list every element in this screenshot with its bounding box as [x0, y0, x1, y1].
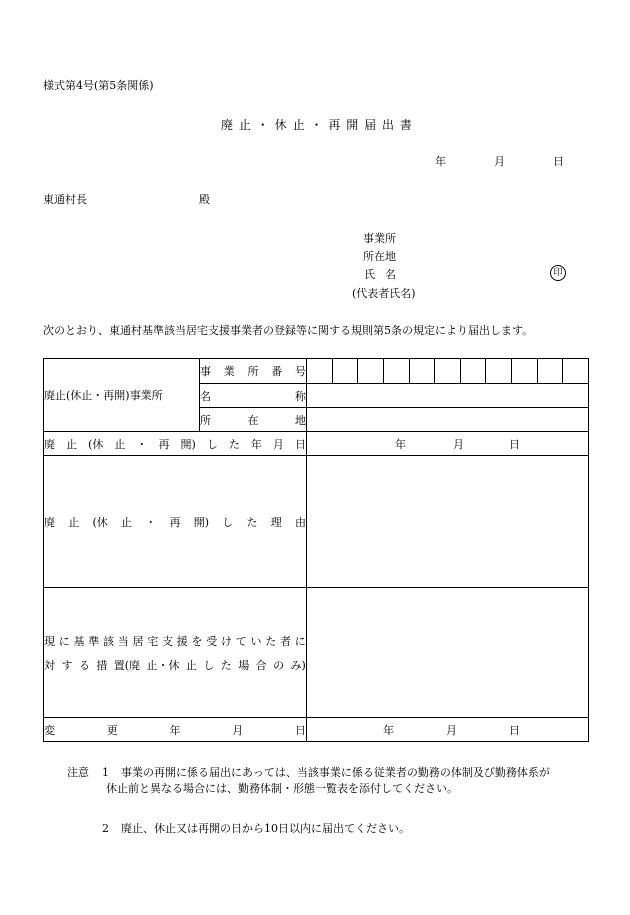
representative-label: (代表者氏名) [352, 287, 416, 300]
label-char: 年 [169, 723, 181, 737]
label-char: 開) [180, 437, 196, 451]
label-char: 月 [232, 723, 244, 737]
date-month-label: 月 [494, 155, 505, 168]
number-box[interactable] [357, 359, 383, 383]
office-name-label [200, 384, 307, 408]
label-char: 年 [250, 437, 262, 451]
label-char: 者 [280, 634, 291, 648]
office-group-label: 廃止(休止・再開)事業所 [44, 359, 200, 432]
number-box[interactable] [537, 359, 563, 383]
intro-sentence: 次のとおり、東通村基準該当居宅支援事業者の登録等に関する規則第5条の規定により届出します。 [43, 324, 534, 337]
label-char: 由 [294, 515, 306, 529]
number-box[interactable] [460, 359, 486, 383]
office-location-label [200, 408, 307, 432]
seal-mark [550, 265, 566, 281]
label-char: 廃 [44, 437, 55, 451]
closure-reason-label [44, 456, 307, 588]
label-char: し [203, 658, 215, 672]
note-2-line1: 廃止、休止又は再開の日から10日以内に届出てください。 [121, 822, 410, 835]
title-char: 開 [346, 118, 359, 132]
title-char: ・ [310, 118, 323, 132]
label-char: 合 [255, 658, 267, 672]
label-char: 止 [114, 437, 126, 451]
label-char: 再 [158, 437, 170, 451]
application-form-table [43, 358, 589, 742]
label-char: た [265, 634, 277, 648]
label-char: 所 [200, 413, 211, 427]
title-char: 止 [238, 118, 251, 132]
label-char: 変 [44, 723, 55, 737]
applicant-office-label: 事業所 [363, 232, 396, 245]
label-char: し [206, 437, 218, 451]
label-char: 援 [176, 634, 188, 648]
label-char: み) [290, 658, 306, 672]
month-label: 月 [453, 437, 464, 451]
document-title [221, 116, 412, 133]
label-char: ・ [145, 515, 157, 529]
note-1-number: 1 [102, 766, 109, 779]
label-char: 番 [271, 365, 283, 378]
label-char: 再 [169, 515, 181, 529]
month-label: 月 [446, 723, 457, 737]
label-char: 業 [223, 365, 235, 378]
day-label: 日 [509, 437, 520, 451]
label-char: 置(廃 [113, 658, 141, 672]
day-label: 日 [509, 723, 520, 737]
title-char: 休 [274, 118, 287, 132]
label-char: 居 [132, 634, 144, 648]
number-box[interactable] [307, 359, 332, 383]
applicant-address-label: 所在地 [363, 250, 396, 263]
label-char: 宅 [147, 634, 159, 648]
note-1-line2: 休止前と異なる場合には、勤務体制・形態一覧表を添付してください。 [106, 782, 458, 795]
seal-icon: 印 [550, 265, 566, 281]
title-char: 出 [382, 118, 395, 132]
label-char: し [222, 515, 234, 529]
title-char: 廃 [221, 118, 234, 132]
date-day-label: 日 [553, 155, 564, 168]
number-box[interactable] [409, 359, 435, 383]
label-char: 理 [270, 515, 282, 529]
label-char: 支 [162, 634, 173, 648]
number-box[interactable] [434, 359, 460, 383]
label-char: 日 [295, 723, 306, 737]
date-year-label: 年 [435, 155, 446, 168]
number-box[interactable] [332, 359, 358, 383]
title-char: 再 [328, 118, 341, 132]
closure-date-label [44, 432, 307, 456]
label-char: 止 [66, 437, 78, 451]
office-number-label [200, 359, 307, 384]
addressee-name: 東通村長 [43, 193, 87, 206]
label-char: い [250, 634, 262, 648]
label-char: け [221, 634, 232, 648]
change-date-label [44, 718, 307, 742]
title-char: 書 [399, 118, 412, 132]
label-char: 更 [106, 723, 118, 737]
title-char: 止 [292, 118, 305, 132]
label-char: 廃 [44, 515, 55, 529]
label-char: た [220, 658, 232, 672]
number-box[interactable] [485, 359, 511, 383]
note-1-line1: 事業の再開に係る届出にあっては、当該事業に係る従業者の勤務の体制及び勤務体系が [121, 766, 550, 779]
label-char: す [61, 658, 73, 672]
label-char: 止・休 [146, 658, 180, 672]
title-char: 届 [364, 118, 377, 132]
label-char: 受 [206, 634, 218, 648]
addressee-honorific: 殿 [199, 193, 210, 206]
label-char: 月 [272, 437, 284, 451]
label-char: 止 [121, 515, 132, 529]
label-char: 場 [238, 658, 250, 672]
label-char: 準 [88, 634, 100, 648]
office-number-boxes[interactable] [307, 359, 589, 384]
change-date-field[interactable] [307, 718, 589, 742]
label-char: る [78, 658, 90, 672]
applicant-name-label [364, 266, 396, 282]
closure-reason-field[interactable] [307, 456, 589, 588]
label-char: の [273, 658, 285, 672]
label-char: 開) [193, 515, 209, 529]
label-char: 日 [294, 437, 306, 451]
label-char: 在 [247, 413, 259, 427]
note-2-number: 2 [102, 822, 109, 835]
label-char: に [58, 634, 70, 648]
notes-label: 注意 [67, 766, 89, 779]
label-char: を [191, 634, 203, 648]
number-box[interactable] [562, 359, 588, 383]
number-box[interactable] [383, 359, 409, 383]
label-char: 現 [44, 634, 55, 648]
name-char: 氏 [364, 268, 375, 281]
label-char: 対 [44, 658, 55, 672]
label-char: (休 [88, 437, 104, 451]
label-char: 基 [73, 634, 85, 648]
label-char: 称 [295, 389, 306, 403]
label-char: 措 [96, 658, 108, 672]
label-char: 号 [295, 365, 306, 378]
measures-field[interactable] [307, 588, 589, 718]
label-char: に [294, 634, 306, 648]
title-char: ・ [256, 118, 269, 132]
label-char: 名 [200, 389, 211, 403]
label-char: 止 [185, 658, 197, 672]
label-char: て [235, 634, 247, 648]
label-char: ・ [136, 437, 148, 451]
year-label: 年 [395, 437, 406, 451]
measures-label [44, 588, 307, 718]
label-char: 事 [200, 365, 211, 378]
office-location-field[interactable] [307, 408, 589, 432]
label-char: 地 [295, 413, 306, 427]
label-char: 当 [117, 634, 129, 648]
label-char: 止 [68, 515, 80, 529]
name-char: 名 [385, 268, 396, 281]
office-name-field[interactable] [307, 384, 589, 408]
closure-date-field[interactable] [307, 432, 589, 456]
label-char: た [228, 437, 240, 451]
label-char: 該 [103, 634, 114, 648]
label-char: (休 [92, 515, 108, 529]
form-number: 様式第4号(第5条関係) [43, 79, 154, 92]
number-box[interactable] [511, 359, 537, 383]
label-char: 所 [247, 365, 259, 378]
year-label: 年 [383, 723, 394, 737]
label-char: た [246, 515, 258, 529]
